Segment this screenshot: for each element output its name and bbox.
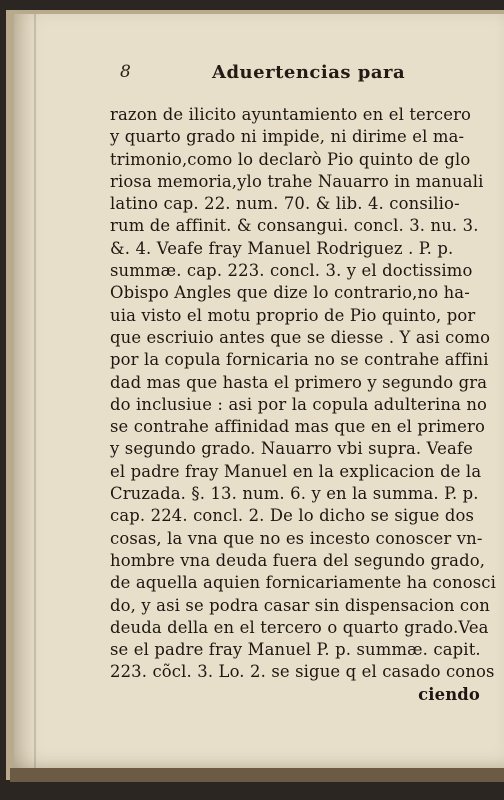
text-line: cap. 224. concl. 2. De lo dicho se sigue dos [110,506,475,526]
text-line: rum de affinit. & consangui. concl. 3. nu. 3. [110,216,479,236]
text-line: razon de ilicito ayuntamiento en el tercero [110,105,472,124]
text-line: do inclusiue : asi por la copula adulterina no [110,394,488,414]
text-line: y quarto grado ni impide, ni dirime el ma- [110,127,465,147]
text-line: do, y asi se podra casar sin dispensacion con [110,595,490,615]
text-line: por la copula fornicaria no se contrahe affini [110,350,489,370]
text-line: dad mas que hasta el primero y segundo gra [110,372,488,392]
page-header [0,62,504,86]
text-line: summæ. cap. 223. concl. 3. y el doctissimo [110,261,473,281]
page-number: 8 [120,62,131,82]
text-line: cosas, la vna que no es incesto conoscer vn- [110,528,483,548]
text-line: se contrahe affinidad mas que en el primero [110,417,485,437]
text-line: &. 4. Veafe fray Manuel Rodriguez . P. p. [110,238,454,258]
text-line: trimonio,como lo declarò Pio quinto de glo [110,149,471,169]
text-line: 223. cõcl. 3. Lo. 2. se sigue q el casado conos [110,662,495,682]
text-line: de aquella aquien fornicariamente ha conosci [110,573,497,593]
catchword: ciendo [418,684,480,704]
text-line: Cruzada. §. 13. num. 6. y en la summa. P. p. [110,484,479,504]
text-line: riosa memoria,ylo trahe Nauarro in manuali [110,171,484,191]
gutter-edge [34,14,36,768]
text-line: el padre fray Manuel en la explicacion de la [110,461,482,481]
text-line: latino cap. 22. num. 70. & lib. 4. consilio- [110,194,460,214]
text-line: uia visto el motu proprio de Pio quinto, por [110,305,476,325]
body-text [110,104,497,706]
text-line: deuda della en el tercero o quarto grado.Vea [110,617,489,637]
text-line: Obispo Angles que dize lo contrario,no ha- [110,283,470,303]
text-line: que escriuio antes que se diesse . Y asi como [110,327,491,347]
page-bottom-edge [10,768,504,782]
running-head: Aduertencias para [212,62,406,83]
text-line: y segundo grado. Nauarro vbi supra. Veafe [110,439,473,459]
text-line: se el padre fray Manuel P. p. summæ. capit. [110,640,481,660]
text-line: hombre vna deuda fuera del segundo grado, [110,550,486,570]
